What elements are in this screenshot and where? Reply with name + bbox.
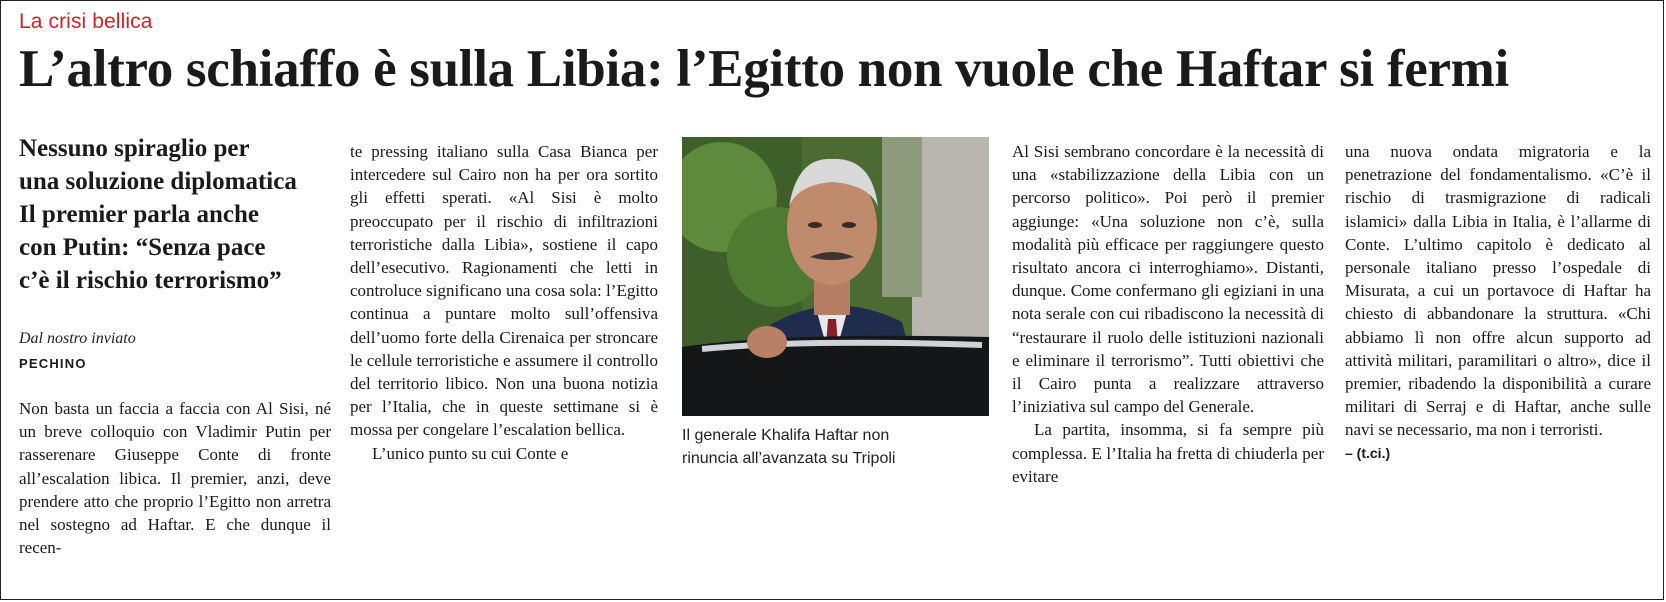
photo-caption	[682, 424, 989, 470]
body-paragraph: La partita, insomma, si fa sempre più complessa. E l’Italia ha fretta di chiuderla per evitare	[1012, 420, 1324, 486]
deck-line: Nessuno spiraglio per	[19, 135, 250, 162]
section-kicker: La crisi bellica	[19, 10, 153, 33]
article-headline: L’altro schiaffo è sulla Libia: l’Egitto non vuole che Haftar si fermi	[19, 40, 1509, 98]
article-deck	[19, 132, 339, 297]
body-paragraph: te pressing italiano sulla Casa Bianca per intercedere sul Cairo non ha per ora sortito gli effetti sperati. «Al Sisi è molto preoccupato per il rischio di infiltrazioni terroristiche dalla Libia», sostiene il capo dell’esecutivo. Ragionamenti che letti in controluce significano una cosa sola: l’Egitto continua a puntare molto sull’offensiva dell’uomo forte della Cirenaica per stroncare le cellule terroristiche e assumere il controllo del territorio libico. Non una buona notizia per l’Italia, che in queste settimane si è mossa per congelare l’escalation bellica.	[350, 142, 658, 440]
body-paragraph: L’unico punto su cui Conte e	[372, 443, 569, 463]
body-paragraph: Non basta un faccia a faccia con Al Sisi, né un breve colloquio con Vladimir Putin per rasserenare Giuseppe Conte di fronte all’escalation libica. Il premier, anzi, deve prendere atto che proprio l’Egitto non arretra nel sostegno ad Haftar. E che dunque il recen-	[19, 399, 331, 558]
caption-line: Il generale Khalifa Haftar non	[682, 427, 890, 444]
caption-line: rinuncia all’avanzata su Tripoli	[682, 450, 896, 467]
body-column-3	[1012, 140, 1324, 488]
haftar-photo	[682, 137, 989, 416]
body-paragraph: Al Sisi sembrano concordare è la necessità di una «stabilizzazione della Libia con un percorso politico». Poi però il premier aggiunge: «Una soluzione non c’è, sulla modalità più efficace per raggiungere questo risultato ancora ci interroghiamo». Distanti, dunque. Come confermano gli egiziani in una nota serale con cui ribadiscono la necessità di “restaurare il ruolo delle istituzioni nazionali e eliminare il terrorismo”. Tutti obiettivi che il Cairo punta a realizzare attraverso l’iniziativa sul campo del Generale.	[1012, 142, 1324, 417]
deck-line: Il premier parla anche	[19, 201, 260, 228]
body-column-4	[1345, 140, 1651, 465]
deck-line: c’è il rischio terrorismo”	[19, 267, 282, 294]
deck-line: una soluzione diplomatica	[19, 168, 297, 195]
dateline: PECHINO	[19, 356, 87, 371]
body-column-1	[19, 397, 331, 559]
deck-line: con Putin: “Senza pace	[19, 234, 266, 261]
body-column-2	[350, 140, 658, 465]
byline: Dal nostro inviato	[19, 330, 136, 347]
author-signature: – (t.ci.)	[1345, 444, 1391, 461]
body-paragraph: una nuova ondata migratoria e la penetrazione del fondamentalismo. «C’è il rischio di trasmigrazione di radicali islamici» dalla Libia in Italia, è l’allarme di Conte. L’ultimo capitolo è dedicato al personale italiano presso l’ospedale di Misurata, a cui un portavoce di Haftar ha chiesto di abbandonare la struttura. «Chi abbiamo lì non offre alcun supporto ad attività militari, paramilitari o altro», dice il premier, ribadendo la disponibilità a curare militari di Serraj e di Haftar, anche sulle navi se necessario, ma non i terroristi.	[1345, 142, 1651, 440]
